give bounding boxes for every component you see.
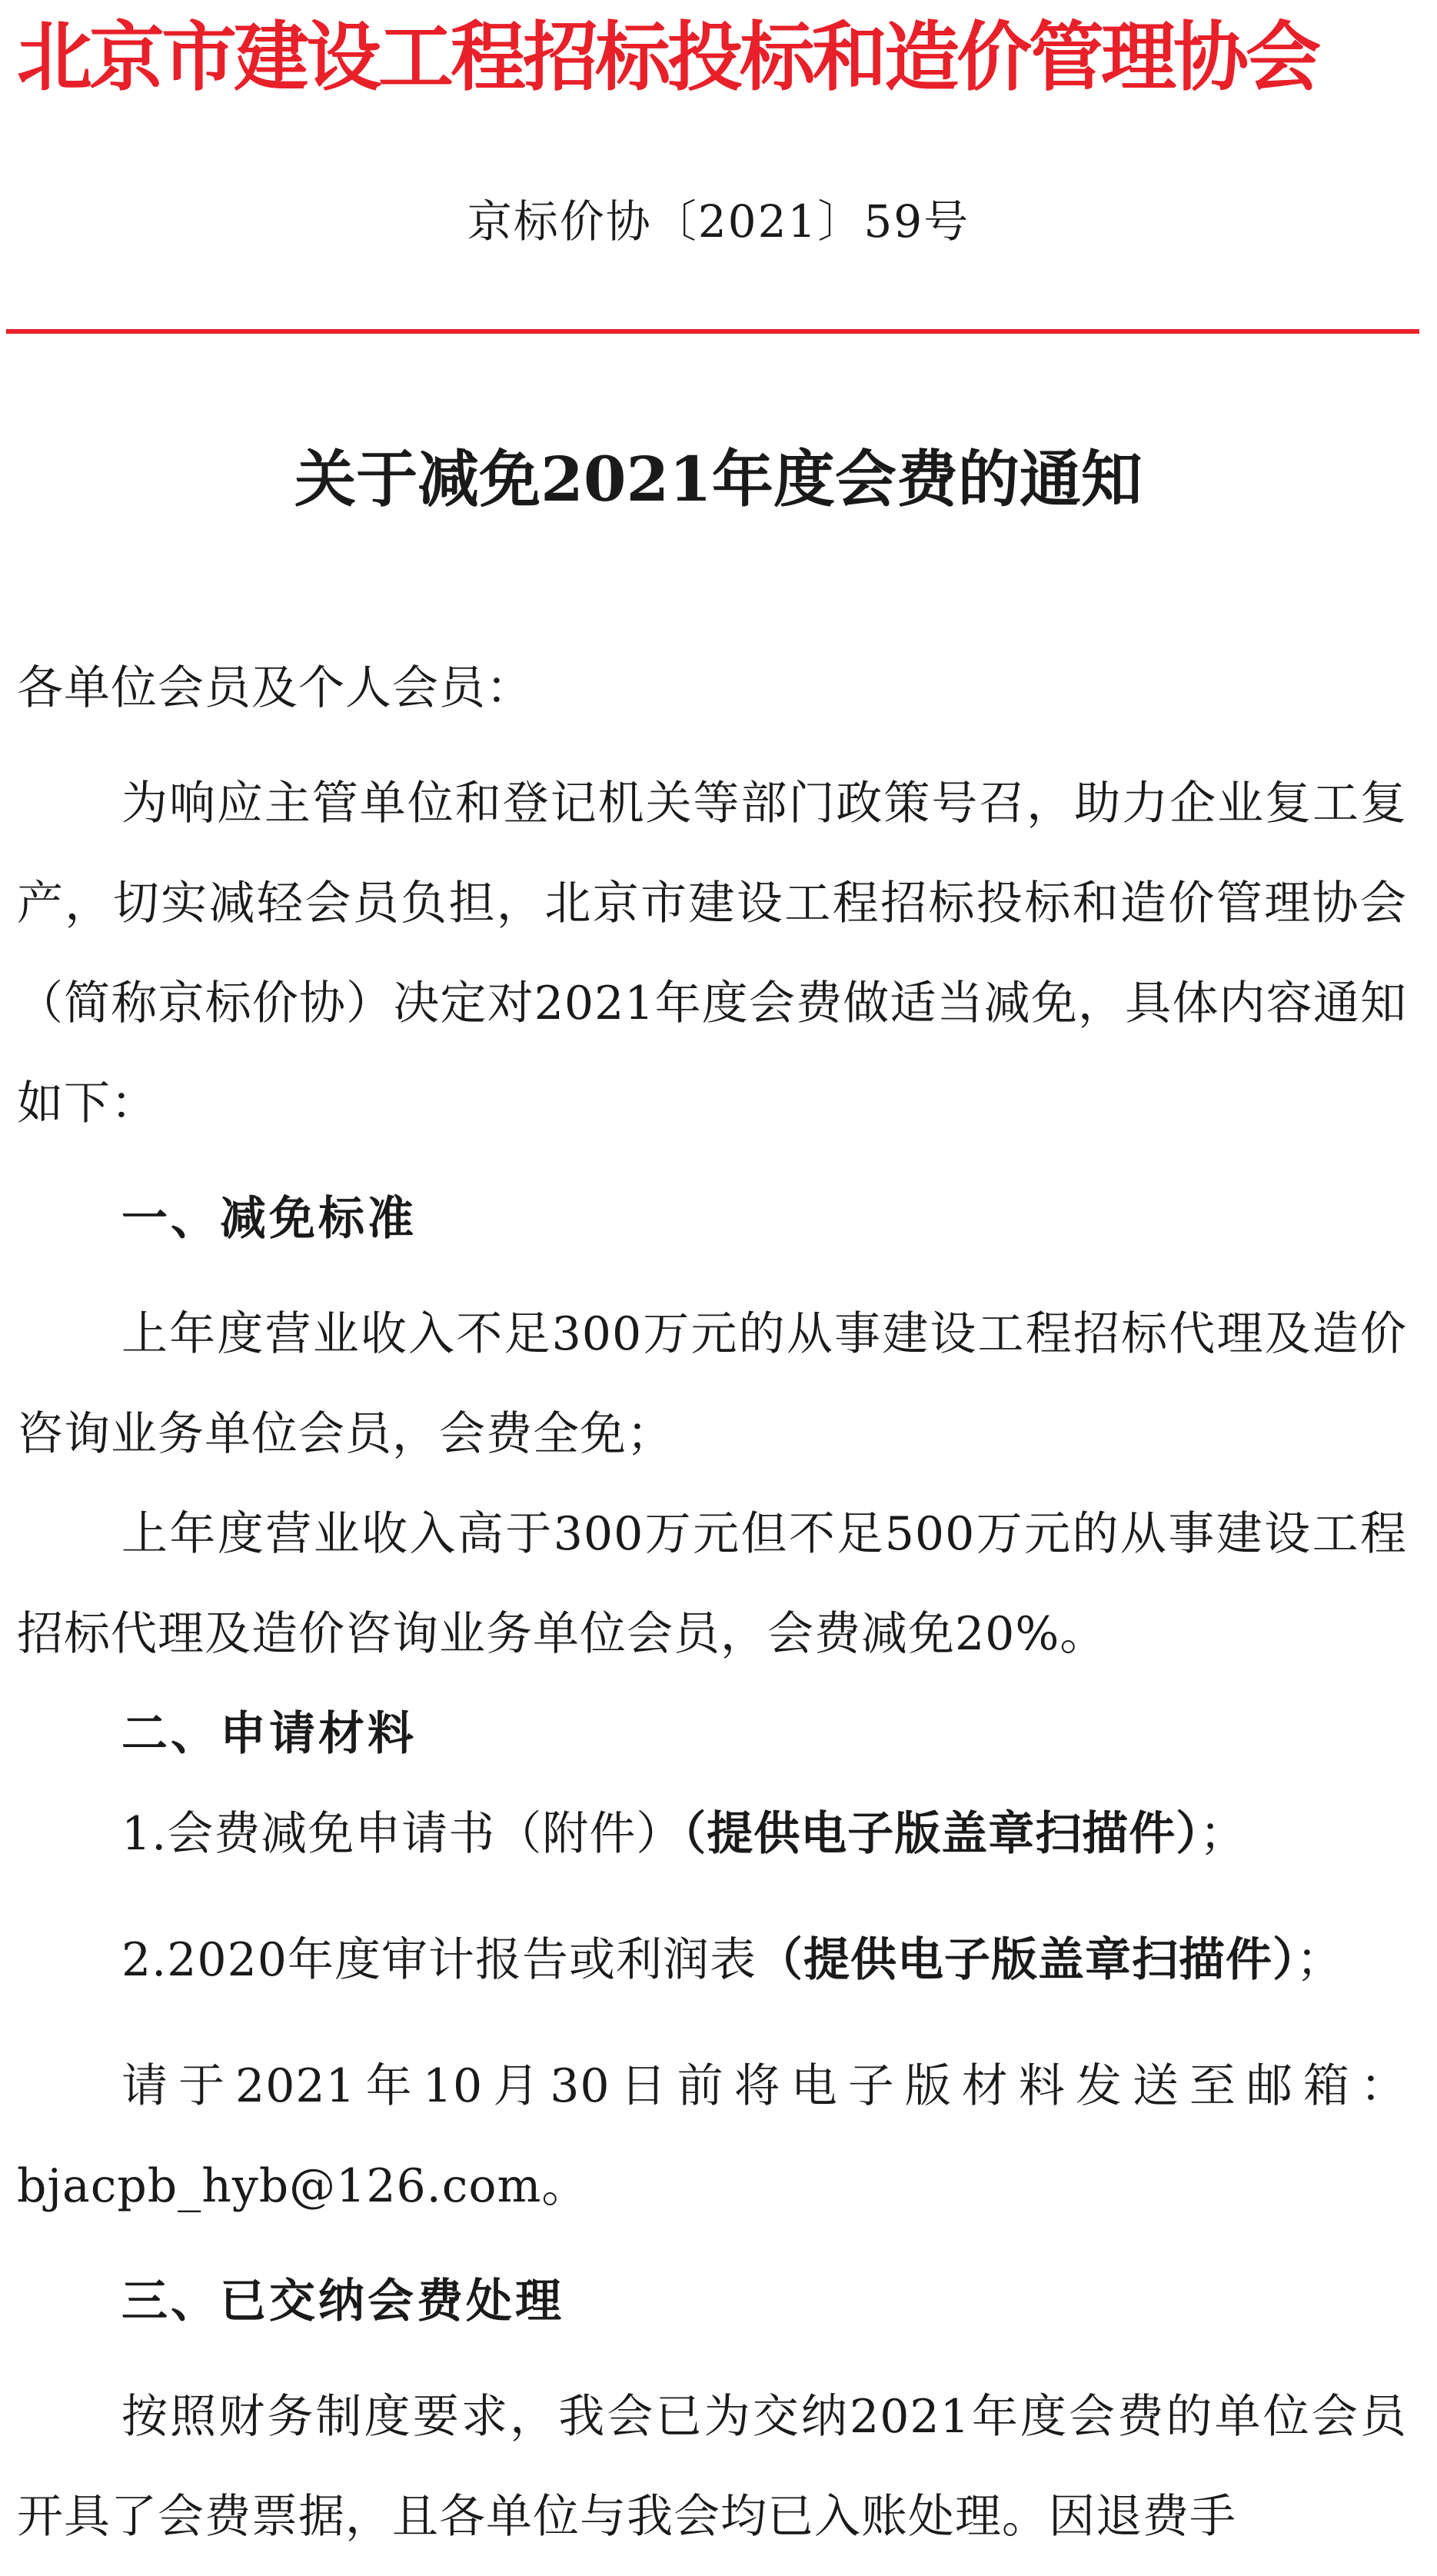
document-number: 京标价协〔2021〕59号 (467, 195, 970, 248)
organization-title: 北京市建设工程招标投标和造价管理协会 (17, 13, 1319, 102)
item-2-bold-note: （提供电子版盖章扫描件） (756, 1933, 1296, 1987)
submission-instruction: 请于2021年10月30日前将电子版材料发送至邮箱：bjacpb_hyb@126.com。 (17, 2059, 1407, 2213)
item-1-bold-note: （提供电子版盖章扫描件） (683, 1807, 1200, 1861)
item-1-text: 1.会费减免申请书（附件） (121, 1807, 684, 1861)
item-1-end: ； (1199, 1807, 1247, 1861)
section-3-paragraph: 按照财务制度要求，我会已为交纳2021年度会费的单位会员开具了会费票据，且各单位与我会均已入账处理。因退费手 (17, 2390, 1407, 2544)
notice-title: 关于减免2021年度会费的通知 (294, 443, 1143, 515)
intro-paragraph: 为响应主管单位和登记机关等部门政策号召，助力企业复工复产，切实减轻会员负担，北京市建设工程招标投标和造价管理协会（简称京标价协）决定对2021年度会费做适当减免，具体内容通知如下： (17, 777, 1407, 1130)
document-body (17, 638, 1407, 2567)
section-3-heading: 三、已交纳会费处理 (121, 2275, 564, 2328)
item-2-end: ； (1296, 1933, 1343, 1987)
section-2-heading: 二、申请材料 (121, 1707, 417, 1761)
item-2-text: 2.2020年度审计报告或利润表 (121, 1933, 757, 1987)
section-2-item-2 (17, 1910, 1407, 2010)
section-1-item-2: 上年度营业收入高于300万元但不足500万元的从事建设工程招标代理及造价咨询业务单位会员，会费减免20%。 (17, 1507, 1407, 1661)
section-1-item-1: 上年度营业收入不足300万元的从事建设工程招标代理及造价咨询业务单位会员，会费全免； (17, 1307, 1407, 1461)
red-divider-line (6, 329, 1419, 334)
section-2-item-1 (17, 1784, 1407, 1884)
section-1-heading: 一、减免标准 (121, 1192, 417, 1246)
salutation: 各单位会员及个人会员： (17, 661, 533, 715)
